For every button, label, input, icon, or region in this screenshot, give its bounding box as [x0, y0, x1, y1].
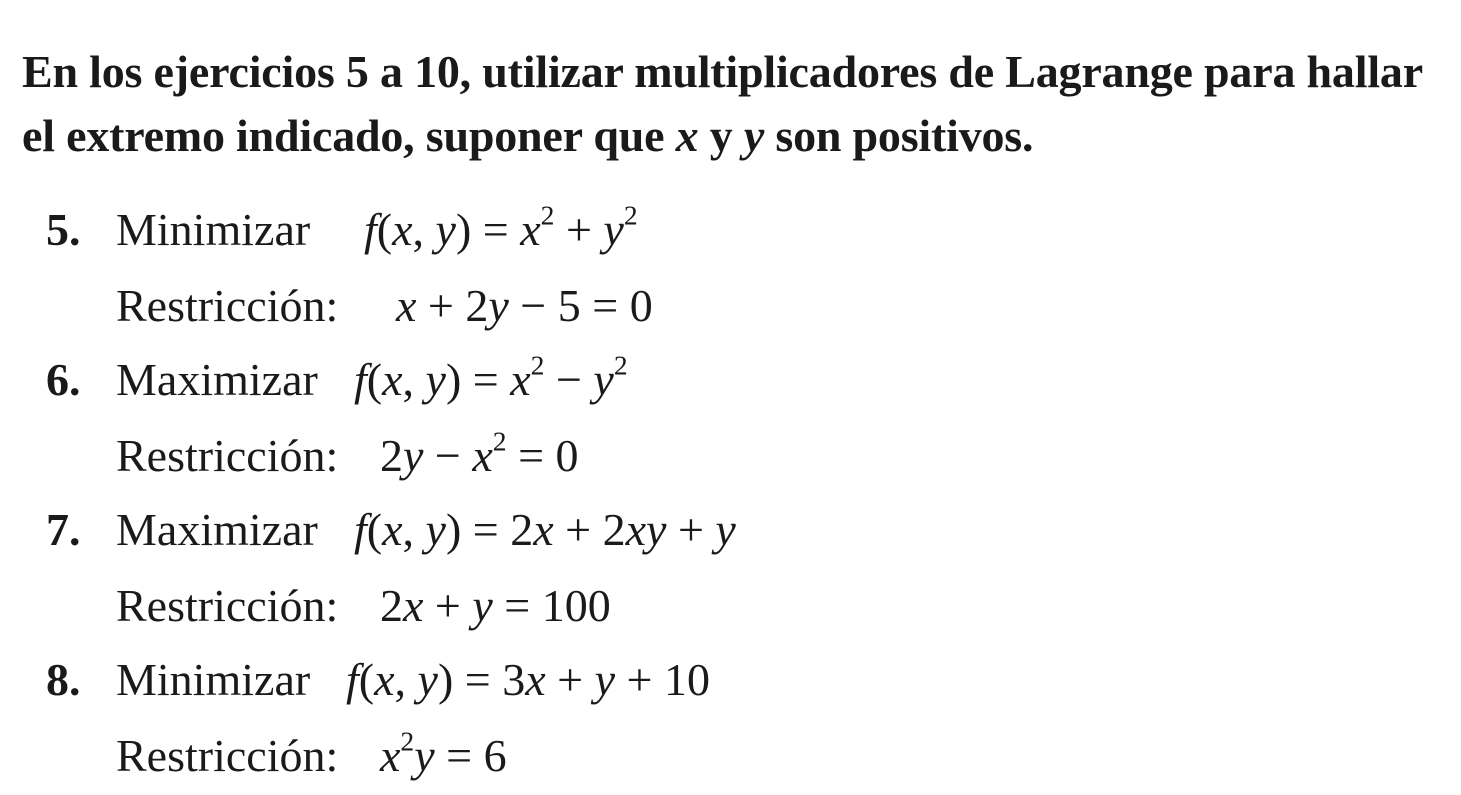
- exercise-6-function: f(x, $y) = x^2 - y^2$: [354, 349, 628, 405]
- exercise-5-constraint: x + 2y − 5 = 0: [396, 280, 653, 331]
- instructions-paragraph: [22, 40, 1452, 168]
- exercise-5-function: f(x, $y) = x^2 + y^2$: [364, 199, 638, 255]
- instructions-and: y: [698, 110, 744, 161]
- exercise-8-function: f(x, y) = 3x + y + 10: [346, 654, 710, 705]
- exercise-number: 5.: [46, 204, 81, 255]
- restriction-label: Restricción:: [116, 580, 339, 631]
- restriction-label: Restricción:: [116, 280, 339, 331]
- exercise-7-constraint: 2x + y = 100: [380, 580, 611, 631]
- exercise-verb: Minimizar: [116, 204, 311, 255]
- instructions-var-x: x: [675, 110, 699, 161]
- exercise-number: 8.: [46, 654, 81, 705]
- exercise-6-constraint: $2y - x^2 = 0$: [380, 425, 579, 481]
- exercise-7-function: f(x, y) = 2x + 2xy + y: [354, 504, 736, 555]
- exercise-verb: Minimizar: [116, 654, 311, 705]
- restriction-label: Restricción:: [116, 430, 339, 481]
- restriction-label: Restricción:: [116, 730, 339, 781]
- exercise-number: 6.: [46, 354, 81, 405]
- instructions-text: En los ejercicios 5 a 10, utilizar multiplicadores de Lagrange para hallar el extremo indicado, suponer que: [22, 46, 1423, 161]
- exercise-verb: Maximizar: [116, 504, 318, 555]
- instructions-var-y: y: [743, 110, 765, 161]
- exercise-8-constraint: $x^2y = 6$: [380, 725, 507, 781]
- exercise-number: 7.: [46, 504, 81, 555]
- exercise-verb: Maximizar: [116, 354, 318, 405]
- instructions-text-end: son positivos.: [764, 110, 1034, 161]
